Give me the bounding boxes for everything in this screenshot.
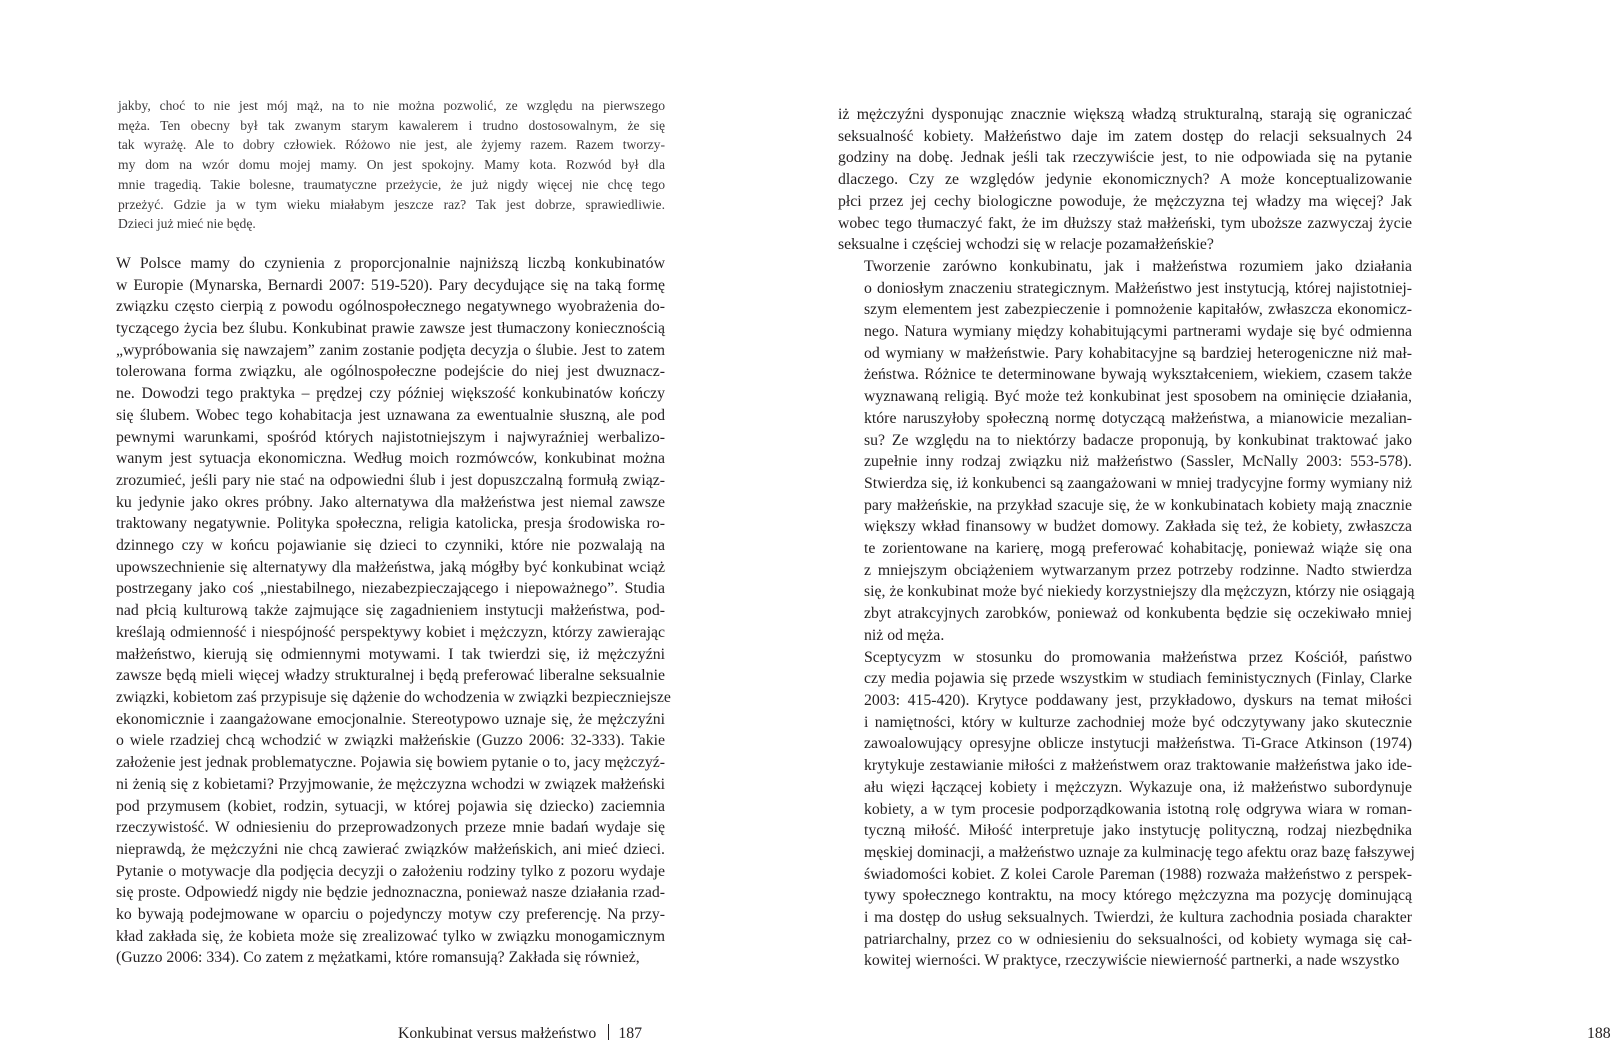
- text-line: iż mężczyźni dysponując znacznie większą władzą strukturalną, starają się ograniczać: [838, 106, 1412, 123]
- text-line: dzinnego czy w końcu pojawianie się dzieci to czynniki, które nie pozwalają na: [116, 537, 665, 555]
- text-line: kobiety, a w tym procesie podporządkowania istotną rolę odgrywa wiara w roman-: [864, 800, 1412, 818]
- text-line: Pytanie o motywacje dla podjęcia decyzji o założeniu rodziny tylko z pozoru wydaje: [116, 862, 665, 880]
- text-line: mnie tragedią. Takie bolesne, traumatyczne przeżycie, że już nigdy więcej nie chcę tego: [118, 176, 665, 192]
- page-number-right: 188: [1587, 1025, 1611, 1042]
- left-page-text: [90, 96, 671, 969]
- text-line: tywy społecznego kontraktu, na mocy którego mężczyzna ma pozycję dominującą: [864, 887, 1412, 905]
- text-line: ku jedynie jako okres próbny. Jako alternatywa dla małżeństwa jest niemal zawsze: [116, 493, 665, 511]
- text-line: postrzegany jako coś „niestabilnego, niezabezpieczającego i niepoważnego”. Studia: [116, 580, 665, 598]
- text-line: patriarchalny, przez co w odniesieniu do seksualności, od kobiety wymaga się cał-: [864, 930, 1412, 948]
- text-line: Dzieci już mieć nie będę.: [118, 216, 256, 232]
- text-line: związku często cierpią z powodu ogólnospołecznego negatywnego wyobrażenia do-: [116, 298, 665, 316]
- body-paragraph: [838, 104, 1412, 256]
- text-line: ne. Dowodzi tego praktyka – prędzej czy później większość konkubinatów kończy: [116, 385, 665, 403]
- text-line: kład zakłada się, że kobieta może się zrealizować tylko w związku monogamicznym: [116, 927, 665, 945]
- text-line: założenie jest jednak problematyczne. Pojawia się bowiem pytanie o to, jacy mężczyź-: [116, 754, 665, 772]
- text-line: związki, kobietom zaś przypisuje się dążenie do wchodzenia w związki bezpieczniejsze: [116, 688, 671, 706]
- text-line: jakby, choć to nie jest mój mąż, na to nie można pozwolić, ze względu na pierwszego: [118, 98, 665, 113]
- text-line: które naruszyłoby społeczną normę dotyczącą małżeństwa, a mianowicie mezalian-: [864, 409, 1412, 427]
- text-line: się proste. Odpowiedź nigdy nie będzie jednoznaczna, ponieważ nasze działania rzad-: [116, 884, 665, 902]
- text-line: pod przymusem (kobiet, rodzin, sytuacji, w której pojawia się dziecko) zaciemnia: [116, 797, 665, 815]
- text-line: su? Ze względu na to niektórzy badacze proponują, by konkubinat traktować jako: [864, 431, 1412, 449]
- right-page-footer: [1587, 1024, 1611, 1044]
- text-line: Sceptycyzm w stosunku do promowania małżeństwa przez Kościół, państwo: [864, 648, 1412, 666]
- right-page: [750, 0, 1611, 1064]
- text-line: tyczną miłość. Miłość interpretuje jako instytucję polityczną, rodzaj niezbędnika: [864, 822, 1412, 840]
- text-line: w Europie (Mynarska, Bernardi 2007: 519-520). Pary decydujące się na taką formę: [116, 276, 665, 294]
- body-paragraph: [838, 647, 1415, 973]
- text-line: żeństwa. Różnice te determinowane bywają wykształceniem, wiekiem, czasem także: [864, 366, 1412, 384]
- text-line: traktowany negatywnie. Polityka społeczna, religia katolicka, presja środowiska ro-: [116, 515, 665, 533]
- text-line: ekonomicznie i zaangażowane emocjonalnie. Stereotypowo uznaje się, że mężczyźni: [116, 710, 665, 728]
- text-line: z mniejszym obciążeniem wytwarzanym przez potrzeby rodzinne. Nadto stwierdza: [864, 561, 1412, 579]
- text-line: się, że konkubinat może być niekiedy korzystniejszy dla mężczyzn, którzy nie osiągają: [864, 583, 1415, 601]
- text-line: czy media pojawia się przede wszystkim w studiach feministycznych (Finlay, Clarke: [864, 670, 1412, 688]
- text-line: niż od męża.: [864, 626, 945, 644]
- interview-quote: [118, 96, 665, 234]
- text-line: te zorientowane na karierę, mogą preferować kohabitację, ponieważ wiąże się ona: [864, 540, 1412, 558]
- text-line: przeżyć. Gdzie ja w tym wieku miałabym jeszcze raz? Tak jest dobrze, sprawiedliwie.: [118, 196, 665, 212]
- body-paragraph: [90, 253, 671, 969]
- body-paragraph: [838, 256, 1415, 647]
- text-line: ału więzi łączącej kobiety i mężczyzn. Wykazuje ona, iż małżeństwo subordynuje: [864, 778, 1412, 796]
- text-line: wyznawaną religią. Być może też konkubinat jest sposobem na ominięcie działania,: [864, 388, 1412, 406]
- text-line: kreślają odmienność i niespójność perspektywy kobiet i mężczyzn, którzy zawierając: [116, 623, 665, 641]
- text-line: się ślubem. Wobec tego kohabitacja jest uznawana za ewentualnie słuszną, ale pod: [116, 406, 665, 424]
- text-line: Stwierdza się, iż konkubenci są zaangażowani w mniej tradycyjne formy wymiany niż: [864, 474, 1412, 492]
- text-line: rzeczywistość. W odniesieniu do przeprowadzonych przeze mnie badań wydaje się: [116, 819, 665, 837]
- text-line: 2003: 415-420). Krytyce poddawany jest, przykładowo, dyskurs na temat miłości: [864, 691, 1412, 709]
- text-line: W Polsce mamy do czynienia z proporcjonalnie najniższą liczbą konkubinatów: [116, 254, 665, 272]
- text-line: nad płcią kulturową także zajmujące się zagadnieniem instytucji małżeństwa, pod-: [116, 602, 665, 620]
- text-line: o wiele rzadziej chcą wchodzić w związki małżeńskie (Guzzo 2006: 32-333). Takie: [116, 732, 665, 750]
- text-line: tolerowana forma związku, ale ogólnospołeczne podejście do niej jest dwuznacz-: [116, 363, 665, 381]
- text-line: tyczącego życia bez ślubu. Konkubinat prawie zawsze jest tłumaczony koniecznością: [116, 320, 665, 338]
- text-line: płci przez jej cechy biologiczne powoduje, że mężczyzna tej władzy ma więcej? Jak: [838, 192, 1412, 210]
- text-line: większy wkład finansowy w budżet domowy. Zakłada się też, że kobiety, zwłaszcza: [864, 518, 1412, 536]
- text-line: nieprawdą, że mężczyźni nie chcą zawierać związków małżeńskich, ani mieć dzieci.: [116, 840, 665, 858]
- text-line: ni żenią się z kobietami? Przyjmowanie, że mężczyzna wchodzi w związek małżeński: [116, 775, 665, 793]
- running-head: Konkubinat versus małżeństwo: [398, 1025, 597, 1042]
- text-line: nego. Natura wymiany między kohabitującymi partnerami wydaje się być odmienna: [864, 323, 1412, 341]
- text-line: seksualne i częściej wchodzi się w relacje pozamałżeńskie?: [838, 236, 1214, 254]
- text-line: zupełnie inny rodzaj związku niż małżeństwo (Sassler, McNally 2003: 553-578).: [864, 453, 1412, 471]
- text-line: my dom na wzór domu mojej mamy. On jest spokojny. Mamy kota. Rozwód był dla: [118, 157, 665, 173]
- text-line: upowszechnienie się alternatywy dla małżeństwa, jaką mógłby być konkubinat wciąż: [116, 558, 665, 576]
- text-line: krytykuje zestawianie miłości z małżeństwem oraz traktowanie małżeństwa jako ide-: [864, 757, 1412, 775]
- text-line: kowitej wierności. W praktyce, rzeczywiście niewierność partnerki, a nade wszystko: [864, 952, 1400, 970]
- text-line: pary małżeńskie, na przykład szacuje się, że w konkubinatach kobiety mają znacznie: [864, 496, 1412, 514]
- text-line: zawoalowujący opresyjne oblicze instytucji małżeństwa. Ti-Grace Atkinson (1974): [864, 735, 1412, 753]
- page-number-left: 187: [618, 1025, 643, 1042]
- text-line: i ma dostęp do usług seksualnych. Twierdzi, że kultura zachodnia posiada charakter: [864, 909, 1412, 927]
- text-line: wobec tego tłumaczyć fakt, że im dłuższy staż małżeński, tym uboższe zazwyczaj życie: [838, 214, 1412, 232]
- text-line: o doniosłym znaczeniu strategicznym. Małżeństwo jest instytucją, której najistotniej-: [864, 279, 1412, 297]
- left-page-footer: [398, 1024, 642, 1044]
- text-line: zrozumieć, jeśli pary nie stać na odpowiedni ślub i jest dopuszczalną formułą związ-: [116, 471, 665, 489]
- left-page: [0, 0, 750, 1064]
- text-line: „wypróbowania się nawzajem” zanim zostanie podjęta decyzja o ślubie. Jest to zatem: [116, 341, 665, 359]
- right-page-text: [838, 104, 1415, 972]
- text-line: pewnymi warunkami, spośród których najistotniejszym i najwyraźniej werbalizo-: [116, 428, 665, 446]
- footer-separator: [608, 1024, 609, 1040]
- text-line: zbyt atrakcyjnych zarobków, ponieważ od konkubenta będzie się oczekiwało mniej: [864, 605, 1412, 623]
- text-line: od wymiany w małżeństwie. Pary kohabitacyjne są bardziej heterogeniczne niż mał-: [864, 344, 1412, 362]
- text-line: ko bywają podejmowane w oparciu o pojedynczy motyw czy preferencję. Na przy-: [116, 906, 665, 924]
- text-line: i namiętności, który w kulturze zachodniej może być odczytywany jako skutecznie: [864, 713, 1412, 731]
- text-line: godziny na dobę. Jednak jeśli tak rzeczywiście jest, to nie odpowiada się na pytanie: [838, 149, 1412, 167]
- text-line: (Guzzo 2006: 334). Co zatem z mężatkami, które romansują? Zakłada się również,: [116, 949, 640, 967]
- text-line: seksualność kobiety. Małżeństwo daje im zatem dostęp do relacji seksualnych 24: [838, 127, 1412, 145]
- text-line: zawsze będą mieli więcej władzy strukturalnej i będą preferować liberalne seksualnie: [116, 667, 665, 685]
- text-line: dlaczego. Czy ze względów jedynie ekonomicznych? A może konceptualizowanie: [838, 171, 1412, 189]
- text-line: męskiej dominacji, a małżeństwo uznaje za kulminację tego afektu oraz bazę fałszywej: [864, 843, 1415, 861]
- text-line: wanym jest sytuacja ekonomiczna. Według moich rozmówców, konkubinat można: [116, 450, 665, 468]
- text-line: szym elementem jest zabezpieczenie i pomnożenie kapitałów, zwłaszcza ekonomicz-: [864, 301, 1412, 319]
- text-line: tak wyrażę. Ale to dobry człowiek. Różowo nie jest, ale żyjemy razem. Razem tworzy-: [118, 137, 665, 153]
- text-line: męża. Ten obecny był tak zwanym starym kawalerem i trudno dostosowalnym, że się: [118, 117, 665, 133]
- text-line: małżeństwo, kierują się odmiennymi motywami. I tak twierdzi się, iż mężczyźni: [116, 645, 665, 663]
- text-line: Tworzenie zarówno konkubinatu, jak i małżeństwa rozumiem jako działania: [864, 257, 1412, 275]
- text-line: świadomości kobiet. Z kolei Carole Pareman (1988) rozważa małżeństwo z perspek-: [864, 865, 1412, 883]
